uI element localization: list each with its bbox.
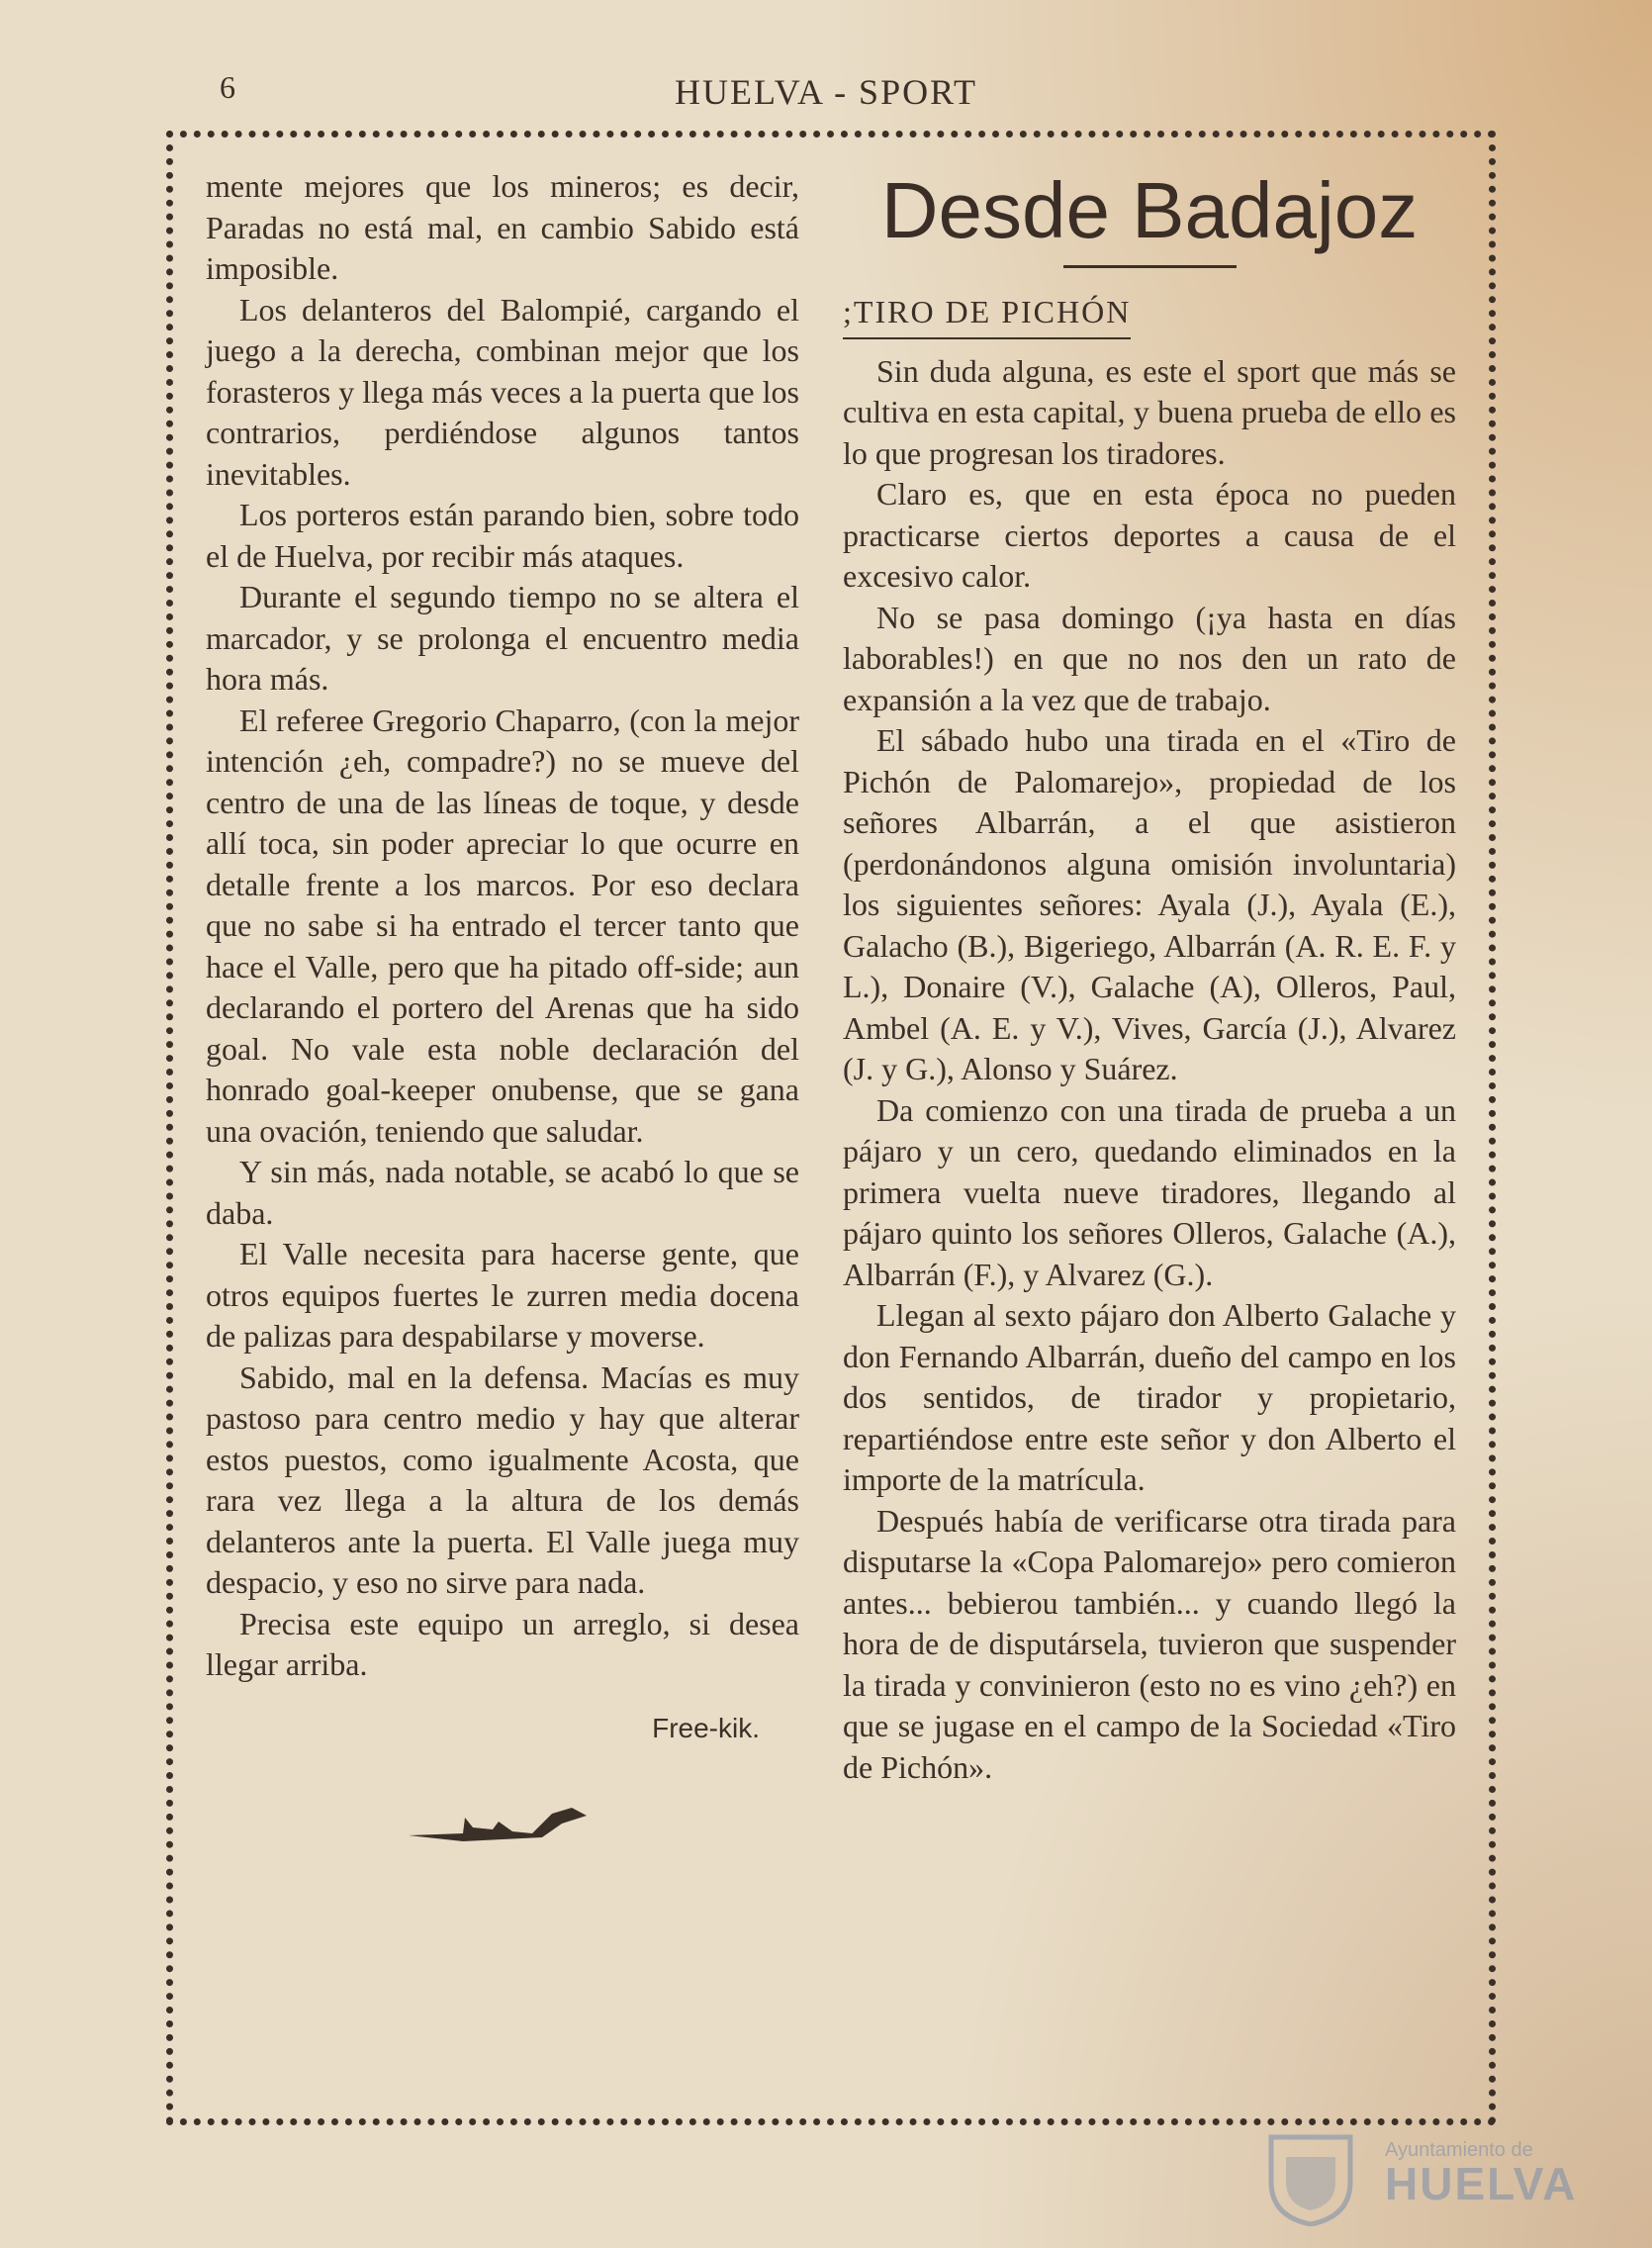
paragraph: Claro es, que en esta época no pueden practicarse ciertos deportes a causa de el excesivo calor. [843,476,1456,594]
city-seal-icon [1256,2127,1365,2226]
paragraph: El Valle necesita para hacerse gente, que otros equipos fuertes le zurren media docena de palizas para despabilarse y moverse. [206,1236,799,1354]
title-divider [1063,265,1237,268]
paragraph: mente mejores que los mineros; es decir, Paradas no está mal, en cambio Sabido está imposible. [206,168,799,286]
paragraph: Después había de verificarse otra tirada para disputarse la «Copa Palomarejo» pero comieron antes... bebierou también... y cuando llegó la hora de de disputársela, tuvieron que suspender la tirada y convinieron (esto no es vino ¿eh?) en que se jugase en el campo de la Sociedad «Tiro de Pichón». [843,1502,1456,1785]
paragraph: Durante el segundo tiempo no se altera el marcador, y se prolonga el encuentro media hora más. [206,579,799,697]
end-ornament-icon [404,1788,799,1858]
watermark-line1: Ayuntamiento de [1385,2139,1533,2161]
right-column [843,166,1456,1788]
watermark-line2: HUELVA [1385,2158,1578,2209]
left-column [206,166,799,1858]
paragraph: El referee Gregorio Chaparro, (con la mejor intención ¿eh, compadre?) no se mueve del centro de una de las líneas de toque, y desde allí toca, sin poder apreciar lo que ocurre en detalle frente a los marcos. Por eso declara que no sabe si ha entrado el tercer tanto que hace el Valle, pero que ha pitado off-side; aun declarando el portero del Arenas que ha sido goal. No vale esta noble declaración del honrado goal-keeper onubense, que se gana una ovación, teniendo que saludar. [206,702,799,1149]
article-title: Desde Badajoz [880,166,1419,254]
paragraph: Los porteros están parando bien, sobre todo el de Huelva, por recibir más ataques. [206,497,799,574]
page-number: 6 [220,69,235,105]
paragraph: Llegan al sexto pájaro don Alberto Galache y don Fernando Albarrán, dueño del campo en los dos sentidos, de tirador y propietario, repartiéndose entre este señor y don Alberto el importe de la matrícula. [843,1297,1456,1497]
paragraph: Sabido, mal en la defensa. Macías es muy pastoso para centro medio y hay que alterar estos puestos, como igualmente Acosta, que rara vez llega a la altura de los demás delanteros ante la puerta. El Valle juega muy despacio, y eso no sirve para nada. [206,1358,799,1600]
paragraph: No se pasa domingo (¡ya hasta en días laborables!) en que no nos den un rato de expansión a la vez que de trabajo. [843,599,1456,717]
publication-header: HUELVA - SPORT [675,72,977,112]
paragraph: Precisa este equipo un arreglo, si desea llegar arriba. [206,1605,799,1682]
paragraph: Da comienzo con una tirada de prueba a un pájaro y un cero, quedando eliminados en la primera vuelta nueve tiradores, llegando al pájaro quinto los señores Olleros, Galache (A.), Albarrán (F.), y Alvarez (G.). [843,1091,1456,1292]
section-heading: ;TIRO DE PICHÓN [843,292,1131,339]
paragraph: Los delanteros del Balompié, cargando el juego a la derecha, combinan mejor que los forasteros y llega más veces a la puerta que los contrarios, perdiéndose algunos tantos inevitables. [206,291,799,492]
paragraph: El sábado hubo una tirada en el «Tiro de Pichón de Palomarejo», propiedad de los señores Albarrán, a el que asistieron (perdonándonos alguna omisión involuntaria) los siguientes señores: Ayala (J.), Ayala (E.), Galacho (B.), Bigeriego, Albarrán (A. R. E. F. y L.), Donaire (V.), Galache (A), Olleros, Paul, Ambel (A. E. y V.), Vives, García (J.), Alvarez (J. y G.), Alonso y Suárez. [843,722,1456,1086]
watermark [1256,2127,1583,2226]
paragraph: Sin duda alguna, es este el sport que más se cultiva en esta capital, y buena prueba de ello es lo que progresan los tiradores. [843,352,1456,471]
paragraph: Y sin más, nada notable, se acabó lo que se daba. [206,1154,799,1231]
author-signature: Free-kik. [652,1712,760,1743]
